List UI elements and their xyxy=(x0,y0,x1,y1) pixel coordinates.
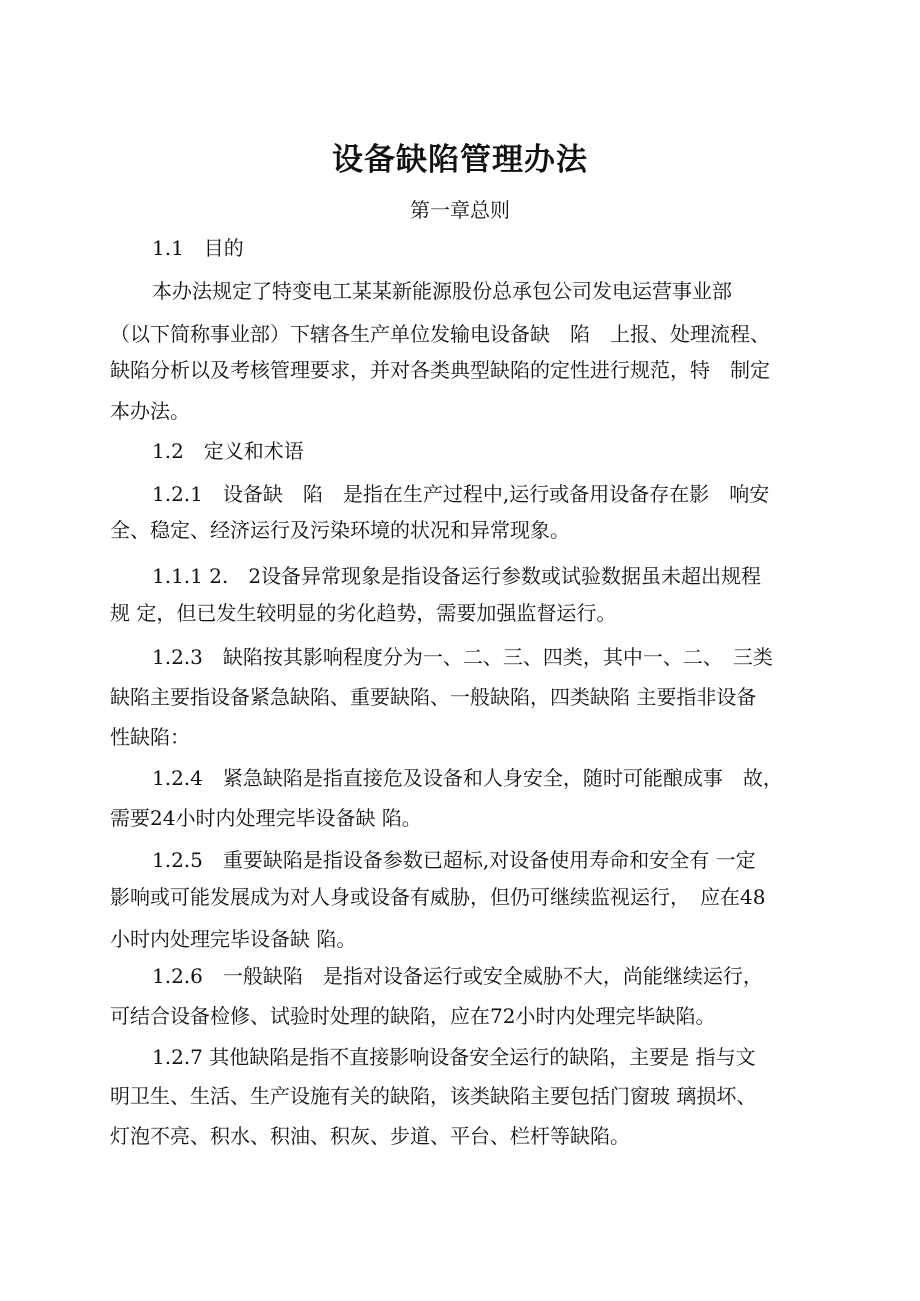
paragraph-line: 本办法规定了特变电工某某新能源股份总承包公司发电运营事业部 xyxy=(152,279,732,303)
paragraph-line: 性缺陷： xyxy=(110,725,190,749)
paragraph-line: （以下简称事业部）下辖各生产单位发输电设备缺 陷 上报、处理流程、 xyxy=(110,322,770,346)
paragraph-line: 1.1.1 2. 2设备异常现象是指设备运行参数或试验数据虽未超出规程 xyxy=(152,564,762,588)
paragraph-line: 本办法。 xyxy=(110,399,190,423)
paragraph-line: 1.2.4 紧急缺陷是指直接危及设备和人身安全，随时可能酿成事 故， xyxy=(152,766,783,790)
paragraph-line: 1.2.7 其他缺陷是指不直接影响设备安全运行的缺陷，主要是 指与文 xyxy=(152,1045,756,1069)
paragraph-line: 缺陷分析以及考核管理要求，并对各类典型缺陷的定性进行规范，特 制定 xyxy=(110,358,770,382)
paragraph-line: 规 定，但已发生较明显的劣化趋势，需要加强监督运行。 xyxy=(110,601,617,625)
paragraph-line: 全、稳定、经济运行及污染环境的状况和异常现象。 xyxy=(110,518,570,542)
section-heading-1-1: 1.1 目的 xyxy=(152,236,244,260)
paragraph-line: 缺陷主要指设备紧急缺陷、重要缺陷、一般缺陷，四类缺陷 主要指非设备 xyxy=(110,685,757,709)
paragraph-line: 1.2.5 重要缺陷是指设备参数已超标,对设备使用寿命和安全有 一定 xyxy=(152,848,756,872)
paragraph-line: 影响或可能发展成为对人身或设备有威胁，但仍可继续监视运行， 应在48 xyxy=(110,885,766,909)
section-heading-1-2: 1.2 定义和术语 xyxy=(152,439,304,463)
paragraph-line: 需要24小时内处理完毕设备缺 陷。 xyxy=(110,806,422,830)
paragraph-line: 小时内处理完毕设备缺 陷。 xyxy=(110,927,357,951)
document-title: 设备缺陷管理办法 xyxy=(332,142,588,178)
paragraph-line: 灯泡不亮、积水、积油、积灰、步道、平台、栏杆等缺陷。 xyxy=(110,1124,630,1148)
paragraph-line: 1.2.1 设备缺 陷 是指在生产过程中,运行或备用设备存在影 响安 xyxy=(152,482,770,506)
chapter-heading: 第一章总则 xyxy=(410,198,510,222)
paragraph-line: 1.2.3 缺陷按其影响程度分为一、二、三、四类，其中一、二、 三类 xyxy=(152,645,773,669)
paragraph-line: 可结合设备检修、试验时处理的缺陷，应在72小时内处理完毕缺陷。 xyxy=(110,1004,716,1028)
paragraph-line: 1.2.6 一般缺陷 是指对设备运行或安全威胁不大，尚能继续运行， xyxy=(152,964,763,988)
paragraph-line: 明卫生、生活、生产设施有关的缺陷，该类缺陷主要包括门窗玻 璃损坏、 xyxy=(110,1084,757,1108)
